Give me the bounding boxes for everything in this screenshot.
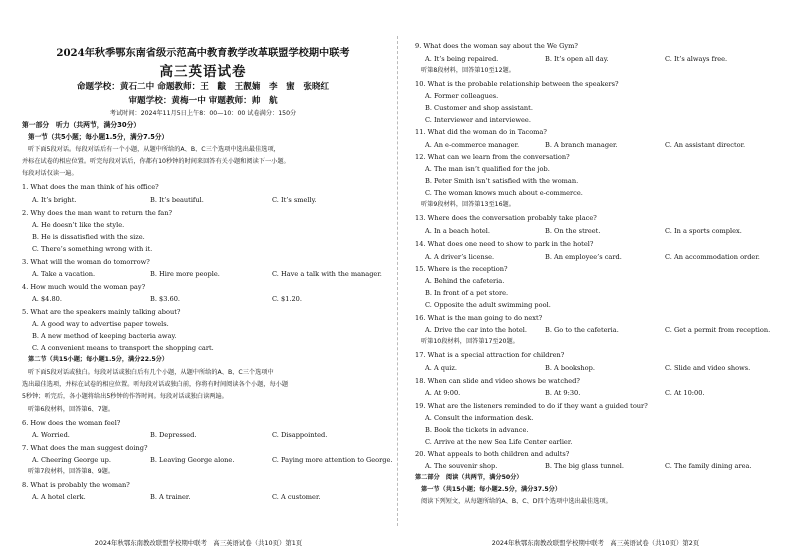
- question-9: 9. What does the woman say about the We Gym?: [415, 42, 578, 50]
- option-a: A. It’s bright.: [32, 196, 77, 204]
- option-c: C. An accommodation order.: [665, 253, 760, 261]
- option-a: A. A quiz.: [425, 364, 457, 372]
- option-b: B. It’s beautiful.: [150, 196, 204, 204]
- paper-title: 高三英语试卷: [159, 64, 247, 80]
- option-b: B. An employee’s card.: [545, 253, 622, 261]
- listening-note: 听第8段材料，回答第10至12题。: [421, 67, 515, 74]
- options-q4: [32, 295, 384, 303]
- option-a: A. $4.80.: [32, 295, 62, 303]
- option-c: C. $1.20.: [272, 295, 302, 303]
- option-a: A. Behind the cafeteria.: [425, 277, 505, 285]
- options-q16: [425, 326, 781, 334]
- question-20: 20. What appeals to both children and adults?: [415, 450, 570, 458]
- question-18: 18. When can slide and video shows be watched?: [415, 377, 580, 385]
- question-8: 8. What is probably the woman?: [22, 481, 130, 489]
- option-b: B. $3.60.: [150, 295, 181, 303]
- option-b: B. Hire more people.: [150, 270, 220, 278]
- options-q9: [425, 55, 781, 63]
- page-2: [397, 0, 794, 551]
- section-2-heading: 第二节（共15小题；每小题1.5分，满分22.5分）: [28, 356, 169, 363]
- option-a: A. He doesn’t like the style.: [32, 221, 125, 229]
- option-a: A. At 9:00.: [425, 389, 461, 397]
- listening-note: 听第10段材料，回答第17至20题。: [421, 338, 519, 345]
- options-q17: [425, 364, 781, 372]
- option-a: A. It’s being repaired.: [425, 55, 499, 63]
- option-b: B. On the street.: [545, 227, 601, 235]
- question-6: 6. How does the woman feel?: [22, 419, 121, 427]
- option-c: C. Have a talk with the manager.: [272, 270, 382, 278]
- option-b: B. At 9:30.: [545, 389, 581, 397]
- question-5: 5. What are the speakers mainly talking about?: [22, 308, 181, 316]
- option-c: C. Paying more attention to George.: [272, 456, 393, 464]
- option-c: C. Opposite the adult swimming pool.: [425, 301, 551, 309]
- instructions-line: 选出最佳选项，并标在试卷的相应位置。听每段对话或独白前，你将有时间阅读各个小题，每小题: [22, 381, 289, 388]
- listening-note: 听第7段材料，回答第8、9题。: [28, 468, 115, 475]
- option-a: A. A hotel clerk.: [32, 493, 86, 501]
- question-1: 1. What does the man think of his office?: [22, 183, 159, 191]
- part-1-heading: 第一部分 听力（共两节，满分30分）: [22, 121, 141, 129]
- question-15: 15. Where is the reception?: [415, 265, 508, 273]
- question-16: 16. What is the man going to do next?: [415, 314, 543, 322]
- instructions-line: 每段对话仅读一遍。: [22, 170, 78, 177]
- option-b: B. Depressed.: [150, 431, 197, 439]
- question-14: 14. What does one need to show to park in the hotel?: [415, 240, 594, 248]
- option-b: B. In front of a pet store.: [425, 289, 509, 297]
- part-2-section-1-heading: 第一节（共15小题；每小题2.5分，满分37.5分）: [421, 486, 562, 493]
- option-a: A. Take a vacation.: [32, 270, 96, 278]
- option-a: A. A good way to advertise paper towels.: [32, 320, 169, 328]
- question-3: 3. What will the woman do tomorrow?: [22, 258, 150, 266]
- options-q3: [32, 270, 384, 278]
- option-a: A. Cheering George up.: [32, 456, 111, 464]
- instructions-line: 听下面5段对话。每段对话后有一个小题，从题中所给的A、B、C三个选项中选出最佳选项，: [28, 146, 280, 153]
- option-a: A. Consult the information desk.: [425, 414, 534, 422]
- section-1-heading: 第一节（共5小题；每小题1.5分，满分7.5分）: [28, 133, 169, 141]
- option-c: C. Get a permit from reception.: [665, 326, 771, 334]
- options-q7: [32, 456, 393, 464]
- instructions-line: 5秒钟；听完后，各小题将给出5秒钟的作答时间。每段对话或独白读两遍。: [22, 393, 228, 400]
- option-c: C. Arrive at the new Sea Life Center earlier.: [425, 438, 573, 446]
- options-q1: [32, 196, 384, 204]
- question-19: 19. What are the listeners reminded to do if they want a guided tour?: [415, 402, 648, 410]
- option-a: A. Former colleagues.: [425, 92, 499, 100]
- option-a: A. Drive the car into the hotel.: [425, 326, 527, 334]
- question-13: 13. Where does the conversation probably take place?: [415, 214, 597, 222]
- option-c: C. Slide and video shows.: [665, 364, 751, 372]
- options-q6: [32, 431, 384, 439]
- option-a: A. The souvenir shop.: [425, 462, 498, 470]
- option-c: C. There’s something wrong with it.: [32, 245, 153, 253]
- option-b: B. A new method of keeping bacteria away.: [32, 332, 177, 340]
- instructions-line: 并标在试卷的相应位置。听完每段对话后，你都有10秒钟的时间来回答有关小题和阅读下一小题。: [22, 158, 290, 165]
- option-c: C. It’s smelly.: [272, 196, 317, 204]
- page-footer: 2024年秋鄂东南教改联盟学校期中联考 高三英语试卷（共10页）第1页: [94, 539, 303, 547]
- question-4: 4. How much would the woman pay?: [22, 283, 146, 291]
- authors-line-2: 审题学校：黄梅一中 审题教师：帅 航: [128, 96, 278, 106]
- option-b: B. A branch manager.: [545, 141, 618, 149]
- option-c: C. Interviewer and interviewee.: [425, 116, 531, 124]
- option-b: B. Go to the cafeteria.: [545, 326, 619, 334]
- question-7: 7. What does the man suggest doing?: [22, 444, 148, 452]
- options-q20: [425, 462, 781, 470]
- option-c: C. The woman knows much about e-commerce.: [425, 189, 583, 197]
- options-q14: [425, 253, 781, 261]
- option-b: B. It’s open all day.: [545, 55, 609, 63]
- option-b: B. A trainer.: [150, 493, 191, 501]
- listening-note: 听第6段材料，回答第6、7题。: [28, 406, 115, 413]
- option-a: A. A driver’s license.: [425, 253, 495, 261]
- option-b: B. Peter Smith isn’t satisfied with the woman.: [425, 177, 579, 185]
- part-2-heading: 第二部分 阅读（共两节，满分50分）: [415, 474, 523, 481]
- listening-note: 听第9段材料，回答第13至16题。: [421, 201, 515, 208]
- exam-info: 考试时间：2024年11月5日上午8：00—10：00 试卷满分：150分: [109, 110, 297, 117]
- option-a: A. In a beach hotel.: [425, 227, 490, 235]
- option-c: C. It’s always free.: [665, 55, 728, 63]
- option-c: C. Disappointed.: [272, 431, 328, 439]
- option-c: C. An assistant director.: [665, 141, 746, 149]
- options-q13: [425, 227, 781, 235]
- option-a: A. Worried.: [32, 431, 70, 439]
- option-c: C. In a sports complex.: [665, 227, 742, 235]
- question-2: 2. Why does the man want to return the fan?: [22, 209, 173, 217]
- option-b: B. A bookshop.: [545, 364, 595, 372]
- option-b: B. Customer and shop assistant.: [425, 104, 533, 112]
- question-12: 12. What can we learn from the conversation?: [415, 153, 570, 161]
- authors-line-1: 命题学校：黄石二中 命题教师：王 黻 王靓婻 李 蜜 张晓红: [76, 82, 330, 92]
- options-q18: [425, 389, 781, 397]
- options-q11: [425, 141, 781, 149]
- exam-title: 2024年秋季鄂东南省级示范高中教育教学改革联盟学校期中联考: [56, 47, 350, 59]
- instructions-line: 听下面5段对话或独白。每段对话或独白后有几个小题，从题中所给的A、B、C三个选项中: [28, 369, 274, 376]
- option-a: A. An e-commerce manager.: [425, 141, 520, 149]
- options-q8: [32, 493, 384, 501]
- option-a: A. The man isn’t qualified for the job.: [425, 165, 550, 173]
- reading-instructions: 阅读下列短文，从每题所给的A、B、C、D四个选项中选出最佳选项。: [421, 498, 612, 505]
- option-c: C. A customer.: [272, 493, 321, 501]
- option-c: C. A convenient means to transport the shopping cart.: [32, 344, 214, 352]
- page-footer: 2024年秋鄂东南教改联盟学校期中联考 高三英语试卷（共10页）第2页: [491, 539, 700, 547]
- option-b: B. He is dissatisfied with the size.: [32, 233, 145, 241]
- option-c: C. At 10:00.: [665, 389, 705, 397]
- question-17: 17. What is a special attraction for children?: [415, 351, 565, 359]
- option-b: B. Book the tickets in advance.: [425, 426, 529, 434]
- question-10: 10. What is the probable relationship between the speakers?: [415, 80, 619, 88]
- option-b: B. Leaving George alone.: [150, 456, 235, 464]
- option-c: C. The family dining area.: [665, 462, 752, 470]
- option-b: B. The big glass tunnel.: [545, 462, 624, 470]
- question-11: 11. What did the woman do in Tacoma?: [415, 128, 547, 136]
